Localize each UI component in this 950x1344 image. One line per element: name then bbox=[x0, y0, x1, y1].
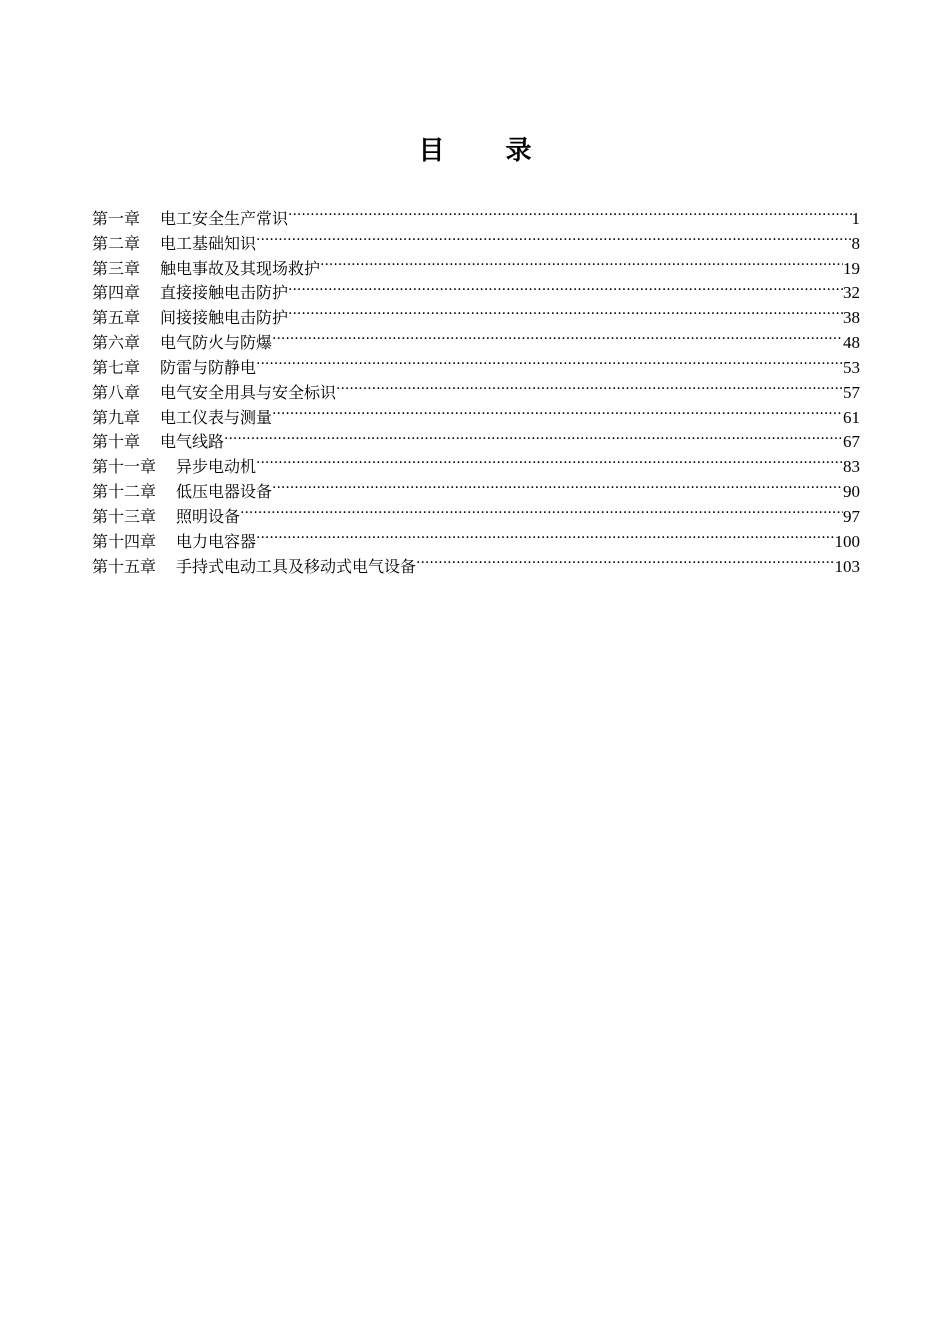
toc-page-number: 100 bbox=[834, 531, 860, 551]
toc-chapter-name: 电气安全用具与安全标识 bbox=[160, 382, 337, 402]
toc-chapter-name: 异步电动机 bbox=[176, 457, 257, 477]
toc-chapter-number: 第三章 bbox=[92, 258, 141, 278]
toc-chapter-number: 第六章 bbox=[92, 333, 141, 353]
toc-page-number: 83 bbox=[843, 457, 860, 477]
toc-chapter-name: 触电事故及其现场救护 bbox=[160, 258, 321, 278]
toc-chapter-number: 第十五章 bbox=[92, 556, 157, 576]
toc-chapter-name: 手持式电动工具及移动式电气设备 bbox=[176, 556, 417, 576]
toc-page-number: 19 bbox=[843, 258, 860, 278]
toc-page-number: 103 bbox=[834, 556, 860, 576]
toc-dot-leader bbox=[336, 373, 843, 398]
toc-chapter-number: 第十二章 bbox=[92, 482, 157, 502]
toc-dot-leader bbox=[272, 323, 843, 348]
toc-page-number: 48 bbox=[843, 333, 860, 353]
toc-chapter-name: 电气防火与防爆 bbox=[160, 333, 273, 353]
toc-dot-leader bbox=[272, 398, 843, 423]
toc-chapter-number: 第九章 bbox=[92, 407, 141, 427]
toc-chapter-name: 电工基础知识 bbox=[160, 233, 257, 253]
toc-page-number: 8 bbox=[851, 233, 860, 253]
toc-page-number: 38 bbox=[843, 308, 860, 328]
toc-chapter-number: 第四章 bbox=[92, 283, 141, 303]
toc-chapter-name: 直接接触电击防护 bbox=[160, 283, 289, 303]
toc-chapter-name: 低压电器设备 bbox=[176, 482, 273, 502]
toc-dot-leader bbox=[288, 298, 843, 323]
toc-dot-leader bbox=[288, 199, 851, 224]
toc-chapter-name: 电工仪表与测量 bbox=[160, 407, 273, 427]
toc-chapter-name: 间接接触电击防护 bbox=[160, 308, 289, 328]
toc-page-number: 1 bbox=[851, 208, 860, 228]
toc-dot-leader bbox=[320, 249, 843, 274]
toc-entry[interactable] bbox=[92, 199, 860, 228]
toc-chapter-name: 电气线路 bbox=[160, 432, 225, 452]
toc-dot-leader bbox=[256, 348, 843, 373]
toc-chapter-number: 第二章 bbox=[92, 233, 141, 253]
toc-dot-leader bbox=[272, 472, 843, 497]
toc-dot-leader bbox=[256, 224, 851, 249]
toc-chapter-number: 第十章 bbox=[92, 432, 141, 452]
toc-chapter-number: 第七章 bbox=[92, 357, 141, 377]
toc-page-number: 32 bbox=[843, 283, 860, 303]
toc-chapter-name: 电工安全生产常识 bbox=[160, 208, 289, 228]
toc-page-number: 57 bbox=[843, 382, 860, 402]
toc-chapter-name: 防雷与防静电 bbox=[160, 357, 257, 377]
toc-dot-leader bbox=[288, 274, 843, 299]
toc-dot-leader bbox=[224, 423, 843, 448]
toc-dot-leader bbox=[416, 547, 834, 572]
toc-page-number: 53 bbox=[843, 357, 860, 377]
toc-page-number: 61 bbox=[843, 407, 860, 427]
toc-list bbox=[92, 199, 860, 576]
toc-page-number: 97 bbox=[843, 506, 860, 526]
toc-chapter-name: 电力电容器 bbox=[176, 531, 257, 551]
toc-chapter-number: 第五章 bbox=[92, 308, 141, 328]
toc-dot-leader bbox=[256, 522, 834, 547]
toc-chapter-number: 第十一章 bbox=[92, 457, 157, 477]
toc-page-number: 90 bbox=[843, 482, 860, 502]
toc-page-number: 67 bbox=[843, 432, 860, 452]
toc-dot-leader bbox=[240, 497, 843, 522]
toc-chapter-number: 第十三章 bbox=[92, 506, 157, 526]
toc-title: 目 录 bbox=[418, 136, 558, 166]
toc-dot-leader bbox=[256, 447, 843, 472]
toc-chapter-number: 第八章 bbox=[92, 382, 141, 402]
toc-chapter-name: 照明设备 bbox=[176, 506, 241, 526]
toc-chapter-number: 第十四章 bbox=[92, 531, 157, 551]
toc-chapter-number: 第一章 bbox=[92, 208, 141, 228]
